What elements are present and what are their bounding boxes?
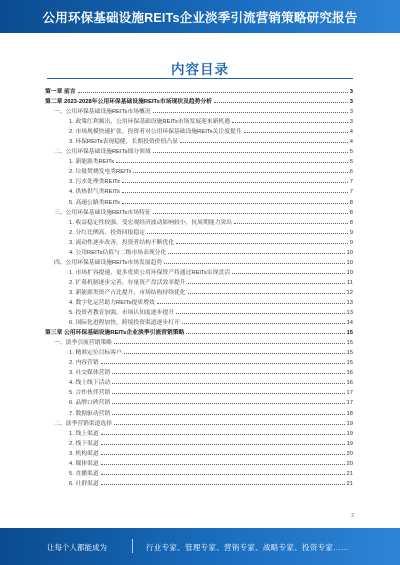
toc-entry-text: 3. 环保REITs表现稳健，长期投资价值凸显	[69, 139, 178, 146]
toc-dot-leader	[112, 408, 344, 415]
toc-dot-leader	[78, 86, 348, 93]
toc-entry-text: 1. 精准定位目标客户	[69, 350, 122, 357]
toc-page-number: 21	[346, 480, 353, 487]
toc-page-number: 8	[349, 209, 353, 216]
footer-divider	[132, 539, 133, 553]
toc-entry-text: 四、公用环保基础设施REITs市场发展趋势	[54, 259, 163, 266]
toc-entry-text: 5. 高速公路类REITs	[69, 199, 120, 206]
table-of-contents	[45, 86, 353, 488]
toc-dot-leader	[153, 146, 348, 153]
toc-entry[interactable]	[45, 156, 353, 166]
toc-entry[interactable]	[45, 287, 353, 297]
toc-page-number: 19	[346, 430, 353, 437]
toc-entry[interactable]	[45, 397, 353, 407]
footer-slogan-right: 行业专家、管理专家、营销专家、战略专家、投资专家……	[146, 543, 349, 552]
toc-entry-text: 1. 线上渠道	[69, 430, 99, 437]
toc-page-number: 10	[346, 249, 353, 256]
toc-entry-text: 2. 内容营销	[69, 360, 99, 367]
toc-entry[interactable]	[45, 387, 353, 397]
toc-entry[interactable]	[45, 367, 353, 377]
toc-dot-leader	[101, 458, 345, 465]
toc-entry[interactable]	[45, 126, 353, 136]
toc-dot-leader	[133, 166, 347, 173]
toc-entry[interactable]	[45, 227, 353, 237]
toc-entry-text: 3. 污水处理类REITs	[69, 179, 120, 186]
report-title: 公用环保基础设施REITs企业淡季引流营销策略研究报告	[42, 10, 358, 25]
toc-entry-text: 2. 市场规模快速扩张，投资者对公用环保基础设施REITs关注度提升	[69, 129, 242, 136]
toc-entry-text: 4. 数字化运营助力REITs提质增效	[69, 299, 155, 306]
toc-page-number: 20	[346, 450, 353, 457]
toc-page-number: 19	[346, 420, 353, 427]
toc-entry[interactable]	[45, 136, 353, 146]
toc-page-number: 17	[346, 400, 353, 407]
toc-page-number: 9	[349, 229, 353, 236]
toc-entry[interactable]	[45, 377, 353, 387]
toc-entry[interactable]	[45, 86, 353, 96]
toc-entry[interactable]	[45, 327, 353, 337]
toc-entry-text: 7. 数据驱动营销	[69, 410, 111, 417]
toc-entry[interactable]	[45, 217, 353, 227]
toc-dot-leader	[101, 448, 345, 455]
toc-page-number: 7	[349, 179, 353, 186]
toc-page-number: 3	[349, 89, 353, 95]
toc-dot-leader	[186, 327, 344, 334]
toc-entry[interactable]	[45, 337, 353, 347]
toc-dot-leader	[232, 267, 345, 274]
toc-dot-leader	[122, 176, 348, 183]
toc-dot-leader	[101, 428, 345, 435]
toc-entry-text: 二、淡季营销渠道选择	[54, 420, 112, 427]
toc-entry-text: 1. 收益稳定性较强，受宏观经济波动影响较小，抗周期能力突出	[69, 219, 232, 226]
toc-page-number: 7	[349, 189, 353, 196]
toc-page-number: 20	[346, 460, 353, 467]
toc-entry-text: 5. 直播渠道	[69, 470, 99, 477]
toc-dot-leader	[101, 478, 345, 485]
toc-page-number: 18	[346, 410, 353, 417]
toc-page-number: 13	[346, 299, 353, 306]
toc-entry[interactable]	[45, 257, 353, 267]
toc-entry[interactable]	[45, 357, 353, 367]
toc-page-number: 15	[346, 330, 353, 337]
toc-page-number: 15	[346, 360, 353, 367]
toc-entry[interactable]	[45, 176, 353, 186]
toc-page-number: 5	[349, 159, 353, 166]
toc-dot-leader	[153, 106, 348, 113]
toc-entry-text: 二、公用环保基础设施REITs细分领域	[54, 149, 151, 156]
page-marker: 2	[351, 513, 354, 519]
toc-entry-text: 第一章 前言	[45, 89, 76, 95]
toc-entry[interactable]	[45, 197, 353, 207]
toc-dot-leader	[101, 438, 345, 445]
toc-entry-text: 6. 社群渠道	[69, 480, 99, 487]
toc-entry[interactable]	[45, 428, 353, 438]
toc-dot-leader	[180, 136, 348, 143]
toc-entry[interactable]	[45, 418, 353, 428]
toc-dot-leader	[244, 126, 348, 133]
toc-heading-rule	[47, 78, 353, 79]
toc-page-number: 4	[349, 129, 353, 136]
toc-entry[interactable]	[45, 247, 353, 257]
toc-entry[interactable]	[45, 408, 353, 418]
toc-entry-text: 3. 机构渠道	[69, 450, 99, 457]
toc-entry-text: 2. 分红比例高，投资回报稳定	[69, 229, 146, 236]
toc-dot-leader	[101, 468, 345, 475]
toc-dot-leader	[214, 96, 348, 103]
toc-page-number: 15	[346, 350, 353, 357]
toc-dot-leader	[114, 337, 345, 344]
toc-dot-leader	[168, 247, 344, 254]
toc-entry-text: 4. 供热供气类REITs	[69, 189, 120, 196]
toc-page-number: 5	[349, 149, 353, 156]
toc-dot-leader	[188, 277, 345, 284]
toc-page-number: 6	[349, 169, 353, 176]
footer-slogan-left: 让每个人都能成为	[47, 543, 107, 552]
toc-entry-text: 1. 市场扩容提速，更多优质公用环保资产将通过REITs实现盘活	[69, 269, 231, 276]
toc-entry[interactable]	[45, 96, 353, 106]
toc-entry-text: 一、淡季引流营销策略	[54, 340, 112, 347]
report-footer	[0, 528, 400, 565]
toc-page-number: 10	[346, 269, 353, 276]
toc-entry-text: 4. 媒体渠道	[69, 460, 99, 467]
toc-heading: 内容目录	[171, 62, 229, 77]
toc-entry-text: 三、公用环保基础设施REITs市场特征	[54, 209, 151, 216]
toc-dot-leader	[122, 197, 348, 204]
toc-entry[interactable]	[45, 186, 353, 196]
toc-entry-text: 一、公用环保基础设施REITs市场概况	[54, 109, 151, 116]
toc-page-number: 12	[346, 289, 353, 296]
toc-page-number: 4	[349, 139, 353, 146]
toc-dot-leader	[112, 367, 344, 374]
toc-page-number: 3	[349, 119, 353, 126]
toc-entry[interactable]	[45, 267, 353, 277]
toc-entry-text: 第二章 2023-2028年公用环保基础设施REITs市场现状及趋势分析	[45, 99, 213, 106]
toc-entry[interactable]	[45, 448, 353, 458]
toc-page-number: 3	[349, 99, 353, 106]
toc-page-number: 21	[346, 470, 353, 477]
toc-entry[interactable]	[45, 166, 353, 176]
toc-entry[interactable]	[45, 297, 353, 307]
toc-entry[interactable]	[45, 277, 353, 287]
toc-entry-text: 2. 扩募机制逐步完善，存量资产盘活效率提升	[69, 279, 186, 286]
toc-dot-leader	[164, 257, 344, 264]
toc-entry-text: 3. 社交媒体营销	[69, 370, 111, 377]
toc-entry[interactable]	[45, 347, 353, 357]
toc-dot-leader	[147, 227, 348, 234]
toc-dot-leader	[176, 307, 345, 314]
toc-dot-leader	[112, 397, 344, 404]
toc-page-number: 10	[346, 259, 353, 266]
toc-entry[interactable]	[45, 317, 353, 327]
toc-entry-text: 4. 线上线下活动	[69, 380, 111, 387]
toc-dot-leader	[232, 116, 348, 123]
toc-entry-text: 第三章 公用环保基础设施REITs企业淡季引流营销策略	[45, 330, 185, 337]
toc-page-number: 11	[346, 279, 353, 286]
toc-entry[interactable]	[45, 478, 353, 488]
toc-dot-leader	[122, 186, 348, 193]
toc-page-number: 16	[346, 370, 353, 377]
toc-entry-text: 2. 线下渠道	[69, 440, 99, 447]
toc-entry-text: 5. 合作伙伴营销	[69, 390, 111, 397]
toc-entry[interactable]	[45, 106, 353, 116]
toc-dot-leader	[114, 418, 345, 425]
toc-dot-leader	[176, 237, 348, 244]
toc-entry-text: 6. 品牌口碑营销	[69, 400, 111, 407]
toc-dot-leader	[153, 207, 348, 214]
toc-dot-leader	[116, 156, 348, 163]
toc-entry[interactable]	[45, 307, 353, 317]
toc-page-number: 17	[346, 390, 353, 397]
toc-entry-text: 4. 公用REITs估值与二级市场表现分化	[69, 249, 167, 256]
toc-entry[interactable]	[45, 237, 353, 247]
report-header	[0, 0, 400, 33]
toc-entry-text: 6. 国际化进程加快，跨境投资渠道逐步打开	[69, 320, 180, 327]
toc-entry[interactable]	[45, 116, 353, 126]
toc-dot-leader	[157, 297, 345, 304]
toc-page-number: 3	[349, 109, 353, 116]
toc-dot-leader	[101, 357, 345, 364]
toc-entry-text: 3. 流动性逐步改善，投资者结构不断优化	[69, 239, 174, 246]
toc-dot-leader	[112, 387, 344, 394]
toc-entry[interactable]	[45, 207, 353, 217]
toc-page-number: 8	[349, 199, 353, 206]
toc-entry-text: 3. 新能源类资产占比提升，市场结构持续优化	[69, 289, 186, 296]
toc-page-number: 15	[346, 340, 353, 347]
toc-entry[interactable]	[45, 468, 353, 478]
toc-entry[interactable]	[45, 438, 353, 448]
toc-page-number: 19	[346, 440, 353, 447]
toc-dot-leader	[182, 317, 345, 324]
toc-entry-text: 2. 垃圾焚烧发电类REITs	[69, 169, 132, 176]
toc-entry-text: 1. 政策红利频出，公用环保基础设施REITs市场发展迎来新机遇	[69, 119, 231, 126]
toc-dot-leader	[234, 217, 348, 224]
toc-page-number: 14	[346, 320, 353, 327]
toc-entry[interactable]	[45, 458, 353, 468]
toc-page-number: 9	[349, 239, 353, 246]
toc-entry-text: 5. 投资者教育加强，市场认知度逐步提升	[69, 310, 174, 317]
toc-page-number: 16	[346, 380, 353, 387]
toc-dot-leader	[124, 347, 345, 354]
toc-entry[interactable]	[45, 146, 353, 156]
toc-page-number: 8	[349, 219, 353, 226]
toc-dot-leader	[188, 287, 345, 294]
toc-entry-text: 1. 新能源类REITs	[69, 159, 115, 166]
toc-dot-leader	[112, 377, 344, 384]
toc-page-number: 13	[346, 310, 353, 317]
